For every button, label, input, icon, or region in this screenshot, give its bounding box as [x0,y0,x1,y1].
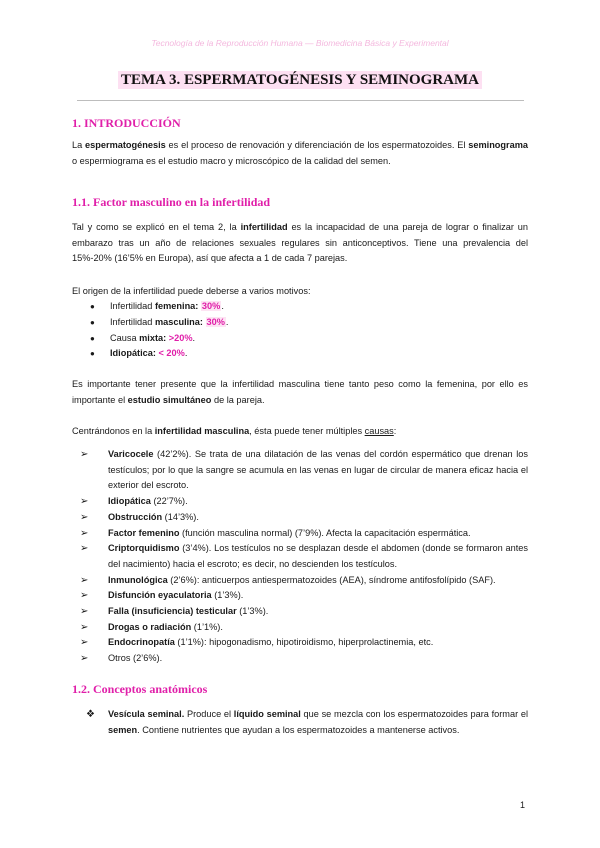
cause-detail: (1’3%). [211,590,244,601]
text-run: Centrándonos en la [72,426,155,436]
motive-label: femenina [154,301,196,311]
motive-label: Idiopática [110,348,153,359]
list-item [90,331,520,347]
text-run: . [192,332,196,343]
cause-detail: Otros (2’6%). [108,653,163,664]
text-run: : [152,348,159,359]
list-item [90,315,520,331]
term-semen: semen [108,724,138,735]
list-item [80,604,528,620]
list-item [90,299,520,315]
text-run: , ésta puede tener múltiples [249,426,365,436]
motives-list [90,299,520,362]
diamond-bullet-icon: ❖ [86,709,95,720]
arrowhead-icon: ➢ [80,621,89,633]
motives-intro-paragraph: El origen de la infertilidad puede deberse a varios motivos: [72,286,311,296]
intro-paragraph [72,138,528,169]
cause-name: Factor femenino [108,527,180,538]
term-liquido-seminal: líquido seminal [233,709,301,719]
cause-name: Idiopática [108,496,151,507]
filled-circle-icon: ● [90,302,95,311]
arrowhead-icon: ➢ [80,449,89,460]
term-estudio-simultaneo: estudio simultáneo [127,394,212,405]
concept-title: Vesícula seminal. [108,709,185,719]
title-text: TEMA 3. ESPERMATOGÉNESIS Y SEMINOGRAMA [118,71,482,89]
list-item [80,588,528,604]
text-run: Es importante tener presente que la infertilidad masculina tiene tanto peso como la femenina, por ello es importante el [72,379,528,405]
text-run: o espermiograma es el estudio macro y microscópico de la calidad del semen. [72,155,391,166]
text-run: Produce el [184,709,234,719]
text-run: : [163,332,169,343]
section-heading-factor-masculino: 1.1. Factor masculino en la infertilidad [72,195,271,209]
motive-percentage: 30% [206,316,225,327]
text-run: . Contiene nutrientes que ayudan a los espermatozoides a mantenerse activos. [137,724,460,735]
cause-name: Inmunológica [108,574,168,585]
text-run: . [225,316,229,327]
text-run: : [199,316,206,327]
running-header: Tecnología de la Reproducción Humana — Biomedicina Básica y Experimental [151,38,449,48]
filled-circle-icon: ● [90,333,95,343]
cause-detail: (2’6%): anticuerpos antiespermatozoides (AEA), síndrome antifosfolípido (SAF). [167,574,496,585]
list-item [80,541,528,572]
cause-detail: (1’1%). [191,621,223,632]
text-run: es el proceso de renovación y diferenciación de los espermatozoides. El [165,140,469,150]
text-run: de la pareja. [211,394,265,405]
arrowhead-icon: ➢ [80,527,89,539]
list-item [80,447,528,494]
causes-intro-paragraph [72,424,528,440]
motive-percentage: < 20% [158,348,185,359]
term-infertilidad-masculina: infertilidad masculina [154,426,250,436]
motive-percentage: >20% [168,332,193,343]
arrowhead-icon: ➢ [80,543,89,555]
cause-detail: (1’1%): hipogonadismo, hipotiroidismo, hiperprolactinemia, etc. [174,637,434,648]
list-item [80,620,528,636]
term-infertilidad: infertilidad [240,222,288,232]
cause-detail: (función masculina normal) (7’9%). Afecta la capacitación espermática. [179,527,471,538]
text-run: . [184,348,188,359]
text-run: : [393,426,397,436]
section-heading-introduccion: 1. INTRODUCCIÓN [72,116,181,130]
cause-name: Endocrinopatía [108,637,175,648]
text-run: . [221,301,224,311]
motive-label: masculina [154,316,200,327]
cause-detail: (22’7%). [150,496,188,507]
text-run: Tal y como se explicó en el tema 2, la [72,222,241,232]
cause-name: Falla (insuficiencia) testicular [108,606,237,617]
list-item [80,510,528,526]
arrowhead-icon: ➢ [80,511,89,523]
arrowhead-icon: ➢ [80,590,89,602]
concept-vesicula-seminal [82,707,528,738]
cause-name: Obstrucción [108,511,163,522]
motive-percentage: 30% [201,301,221,311]
text-run: Infertilidad [110,301,155,311]
cause-detail: (3’4%). Los testículos no se desplazan desde el abdomen (donde se formaron antes del nacimiento) hacia el escroto; es decir, no descienden los testículos. [108,543,528,569]
list-item [80,494,528,510]
cause-detail: (14’3%). [162,511,199,522]
list-item [80,635,528,651]
text-run: que se mezcla con los espermatozoides para formar el [300,709,528,719]
cause-name: Criptorquidismo [108,543,180,554]
cause-name: Varicocele [108,449,154,459]
cause-name: Drogas o radiación [108,621,192,632]
term-causas: causas [364,426,394,436]
arrowhead-icon: ➢ [80,574,89,586]
list-item [90,346,520,362]
simultaneous-study-paragraph [72,377,528,408]
page-title [0,72,600,89]
term-espermatogenesis: espermatogénesis [85,140,166,150]
page-number: 1 [520,800,526,810]
cause-name: Disfunción eyaculatoria [108,590,212,601]
list-item [80,651,528,667]
cause-detail: (42’2%). Se trata de una dilatación de las venas del cordón espermático que drenan los testículos; por lo que la sangre se acumula en las venas en lugar de circular de manera eficaz hacia el exterior del escroto. [108,449,528,491]
list-item [80,573,528,589]
text-run: Infertilidad [110,316,155,327]
text-run: Causa [110,332,140,343]
section-heading-conceptos-anatomicos: 1.2. Conceptos anatómicos [72,682,208,696]
arrowhead-icon: ➢ [80,606,89,618]
list-item [80,526,528,542]
infertility-definition-paragraph [72,220,528,267]
causes-list [80,447,528,667]
title-divider [77,100,524,101]
text-run: : [195,301,201,311]
arrowhead-icon: ➢ [80,496,89,508]
filled-circle-icon: ● [90,317,95,327]
text-run: es la incapacidad de una pareja de lograr o finalizar un embarazo tras un año de relaciones sexuales regulares sin anticonceptivos. Tiene una prevalencia del 15%-20% (16’5% en Europa), así que afecta a 1 de cada 7 parejas. [72,222,528,264]
filled-circle-icon: ● [90,349,95,359]
arrowhead-icon: ➢ [80,653,89,665]
term-seminograma: seminograma [468,140,528,150]
arrowhead-icon: ➢ [80,637,89,649]
cause-detail: (1’3%). [236,606,269,617]
text-run: La [72,140,86,150]
motive-label: mixta [139,332,164,343]
